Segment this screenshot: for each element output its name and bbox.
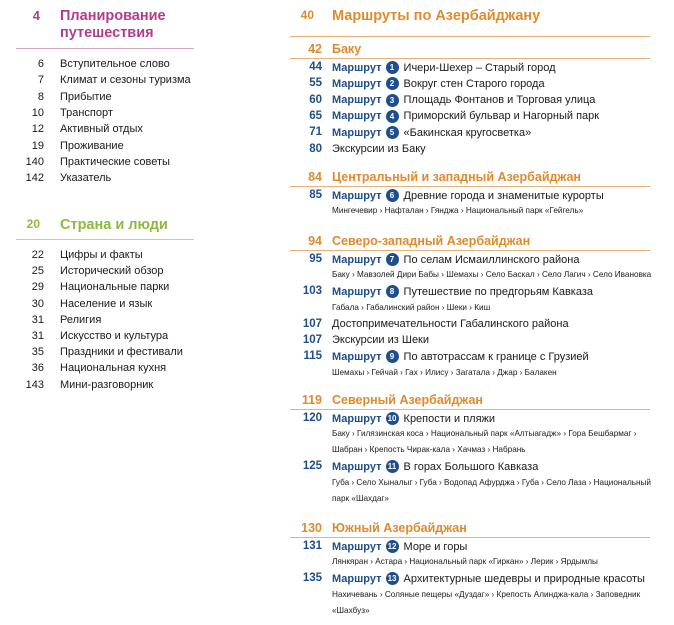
toc-item-label: Мини-разговорник	[60, 378, 154, 391]
toc-item-label: Национальные парки	[60, 281, 170, 294]
route-number-badge: 7	[386, 253, 399, 266]
route-label: Маршрут	[332, 350, 382, 363]
toc-item-label: Искусство и культура	[60, 330, 169, 342]
section-divider	[16, 239, 194, 240]
toc-item-label: Прибытие	[60, 90, 112, 103]
entry-page: 55	[309, 77, 322, 90]
route-number-badge: 12	[386, 540, 399, 553]
route-number-badge: 9	[386, 350, 399, 363]
section-title[interactable]: Страна и люди	[60, 217, 168, 233]
entry-page: 125	[302, 460, 322, 473]
region-page: 94	[308, 234, 322, 248]
region-title: Северный Азербайджан	[332, 393, 483, 407]
region-divider	[290, 537, 650, 538]
toc-item-label: Исторический обзор	[60, 265, 164, 278]
region-page: 84	[308, 170, 322, 184]
region-page: 42	[308, 42, 322, 56]
region-title: Баку	[332, 42, 362, 56]
toc-item-page: 25	[31, 265, 44, 278]
toc-item-label: Указатель	[60, 172, 112, 185]
region-page: 130	[301, 521, 322, 535]
entry-page: 65	[309, 109, 322, 122]
route-stops: Нахичевань › Соляные пещеры «Дуздаг» › Крепость Алинджа-кала › Заповедник	[332, 589, 641, 599]
route-label: Маршрут	[332, 61, 382, 74]
route-number-badge: 8	[386, 285, 399, 298]
route-label: Маршрут	[332, 77, 382, 90]
region-divider	[290, 58, 650, 59]
route-number-badge: 2	[386, 77, 399, 90]
entry-page: 60	[309, 93, 322, 106]
route-label: Маршрут	[332, 253, 382, 266]
toc-item-page: 10	[31, 106, 44, 119]
toc-item-label: Национальная кухня	[60, 362, 167, 375]
entry-title: Море и горы	[403, 540, 468, 553]
route-number-badge: 6	[386, 189, 399, 202]
entry-title: Ичери-Шехер – Старый город	[403, 61, 556, 74]
toc-item-page: 143	[25, 378, 44, 391]
section-divider	[16, 48, 194, 49]
route-stops: Шабран › Крепость Чирак-кала › Хачмаз › Набрань	[332, 445, 526, 455]
entry-title: Крепости и пляжи	[403, 412, 496, 425]
route-number-badge: 10	[386, 412, 399, 425]
entry-page: 71	[309, 126, 322, 139]
toc-item-label: Активный отдых	[60, 123, 143, 136]
section-page: 40	[300, 8, 314, 22]
toc-item-page: 36	[31, 362, 44, 375]
route-stops: парк «Шахдаг»	[332, 493, 389, 503]
entry-title: В горах Большого Кавказа	[403, 460, 539, 473]
toc-item-page: 19	[31, 139, 44, 152]
entry-page: 85	[309, 189, 322, 201]
entry-title: По автотрассам к границе с Грузией	[403, 350, 589, 363]
entry-title: Достопримечательности Габалинского района	[332, 317, 569, 330]
route-stops: Губа › Село Хыналыг › Губа › Водопад Афурджа › Губа › Село Лаза › Национальный	[332, 477, 651, 487]
route-label: Маршрут	[332, 285, 382, 298]
toc-item-page: 140	[25, 155, 44, 168]
route-label: Маршрут	[332, 126, 382, 139]
region-divider	[290, 409, 650, 410]
entry-page: 107	[302, 317, 322, 330]
region-divider	[290, 186, 650, 187]
toc-item-label: Проживание	[60, 139, 124, 152]
route-label: Маршрут	[332, 94, 382, 107]
region-title: Центральный и западный Азербайджан	[332, 170, 581, 184]
toc-item-label: Транспорт	[60, 106, 113, 119]
route-label: Маршрут	[332, 110, 382, 123]
toc-item-label: Цифры и факты	[60, 249, 143, 261]
entry-page: 131	[302, 540, 322, 552]
route-number-badge: 11	[386, 460, 399, 473]
section-title[interactable]: Маршруты по Азербайджану	[332, 8, 541, 24]
entry-title: По селам Исмаиллинского района	[403, 253, 580, 266]
entry-title: Приморский бульвар и Нагорный парк	[403, 110, 600, 123]
section-title[interactable]: Планирование путешествия	[60, 8, 166, 41]
route-stops: Габала › Габалинский район › Шеки › Киш	[332, 302, 491, 312]
route-number-badge: 1	[386, 61, 399, 74]
entry-title: Вокруг стен Старого города	[403, 77, 545, 90]
route-label: Маршрут	[332, 189, 382, 202]
toc-item-label: Практические советы	[60, 155, 170, 168]
region-title: Южный Азербайджан	[332, 521, 467, 535]
entry-page: 135	[302, 572, 322, 585]
entry-title: Экскурсии из Баку	[332, 142, 426, 155]
section-page: 20	[26, 217, 40, 231]
entry-page: 80	[309, 142, 322, 155]
entry-title: Архитектурные шедевры и природные красоты	[403, 572, 645, 585]
route-stops: Баку › Мавзолей Дири Бабы › Шемахы › Село Баскал › Село Лагич › Село Ивановка	[332, 270, 652, 280]
toc-item-page: 142	[25, 172, 44, 185]
toc-item-page: 31	[31, 313, 44, 326]
toc-item-label: Вступительное слово	[60, 58, 170, 70]
toc-item-page: 30	[31, 297, 44, 310]
toc-item-label: Население и язык	[60, 297, 153, 310]
entry-page: 107	[302, 333, 322, 346]
toc-item-label: Праздники и фестивали	[60, 346, 183, 359]
entry-page: 103	[302, 285, 322, 298]
entry-title: Экскурсии из Шеки	[332, 333, 430, 346]
route-label: Маршрут	[332, 572, 382, 585]
toc-item-page: 12	[31, 123, 44, 136]
toc-item-page: 35	[31, 346, 44, 359]
toc-item-page: 31	[31, 330, 44, 342]
region-page: 119	[301, 393, 322, 407]
entry-title: Путешествие по предгорьям Кавказа	[403, 285, 594, 298]
toc-item-page: 29	[31, 281, 44, 294]
region-divider	[290, 250, 650, 251]
route-number-badge: 3	[386, 94, 399, 107]
route-number-badge: 13	[386, 572, 399, 585]
route-number-badge: 4	[386, 110, 399, 123]
toc-item-page: 7	[37, 74, 44, 87]
region-title: Северо-западный Азербайджан	[332, 234, 531, 248]
route-stops: Шемахы › Гейчай › Гах › Илису › Загатала › Джар › Балакен	[332, 367, 557, 377]
route-label: Маршрут	[332, 540, 382, 553]
route-label: Маршрут	[332, 412, 382, 425]
entry-title: Площадь Фонтанов и Торговая улица	[403, 94, 596, 107]
toc-item-page: 22	[31, 249, 44, 261]
entry-page: 44	[309, 61, 322, 73]
toc-item-label: Религия	[60, 313, 102, 326]
toc-item-page: 6	[37, 58, 44, 70]
route-stops: Лянкяран › Астара › Национальный парк «Гиркан» › Лерик › Ярдымлы	[332, 557, 598, 567]
route-number-badge: 5	[386, 126, 399, 139]
route-stops: «Шахбуз»	[332, 605, 370, 615]
toc-item-label: Климат и сезоны туризма	[60, 74, 191, 87]
entry-title: «Бакинская кругосветка»	[403, 126, 532, 139]
section-page: 4	[32, 8, 40, 23]
route-stops: Мингечевир › Нафталан › Гянджа › Национальный парк «Гейгель»	[332, 206, 584, 216]
route-label: Маршрут	[332, 460, 382, 473]
entry-title: Древние города и знаменитые курорты	[403, 189, 604, 202]
entry-page: 120	[302, 412, 322, 424]
toc-item-page: 8	[37, 90, 44, 103]
section-divider	[290, 36, 650, 37]
entry-page: 115	[303, 350, 322, 363]
entry-page: 95	[309, 253, 322, 265]
route-stops: Баку › Гилязинская коса › Национальный парк «Алтыагадж» › Гора Бешбармаг ›	[332, 429, 637, 439]
